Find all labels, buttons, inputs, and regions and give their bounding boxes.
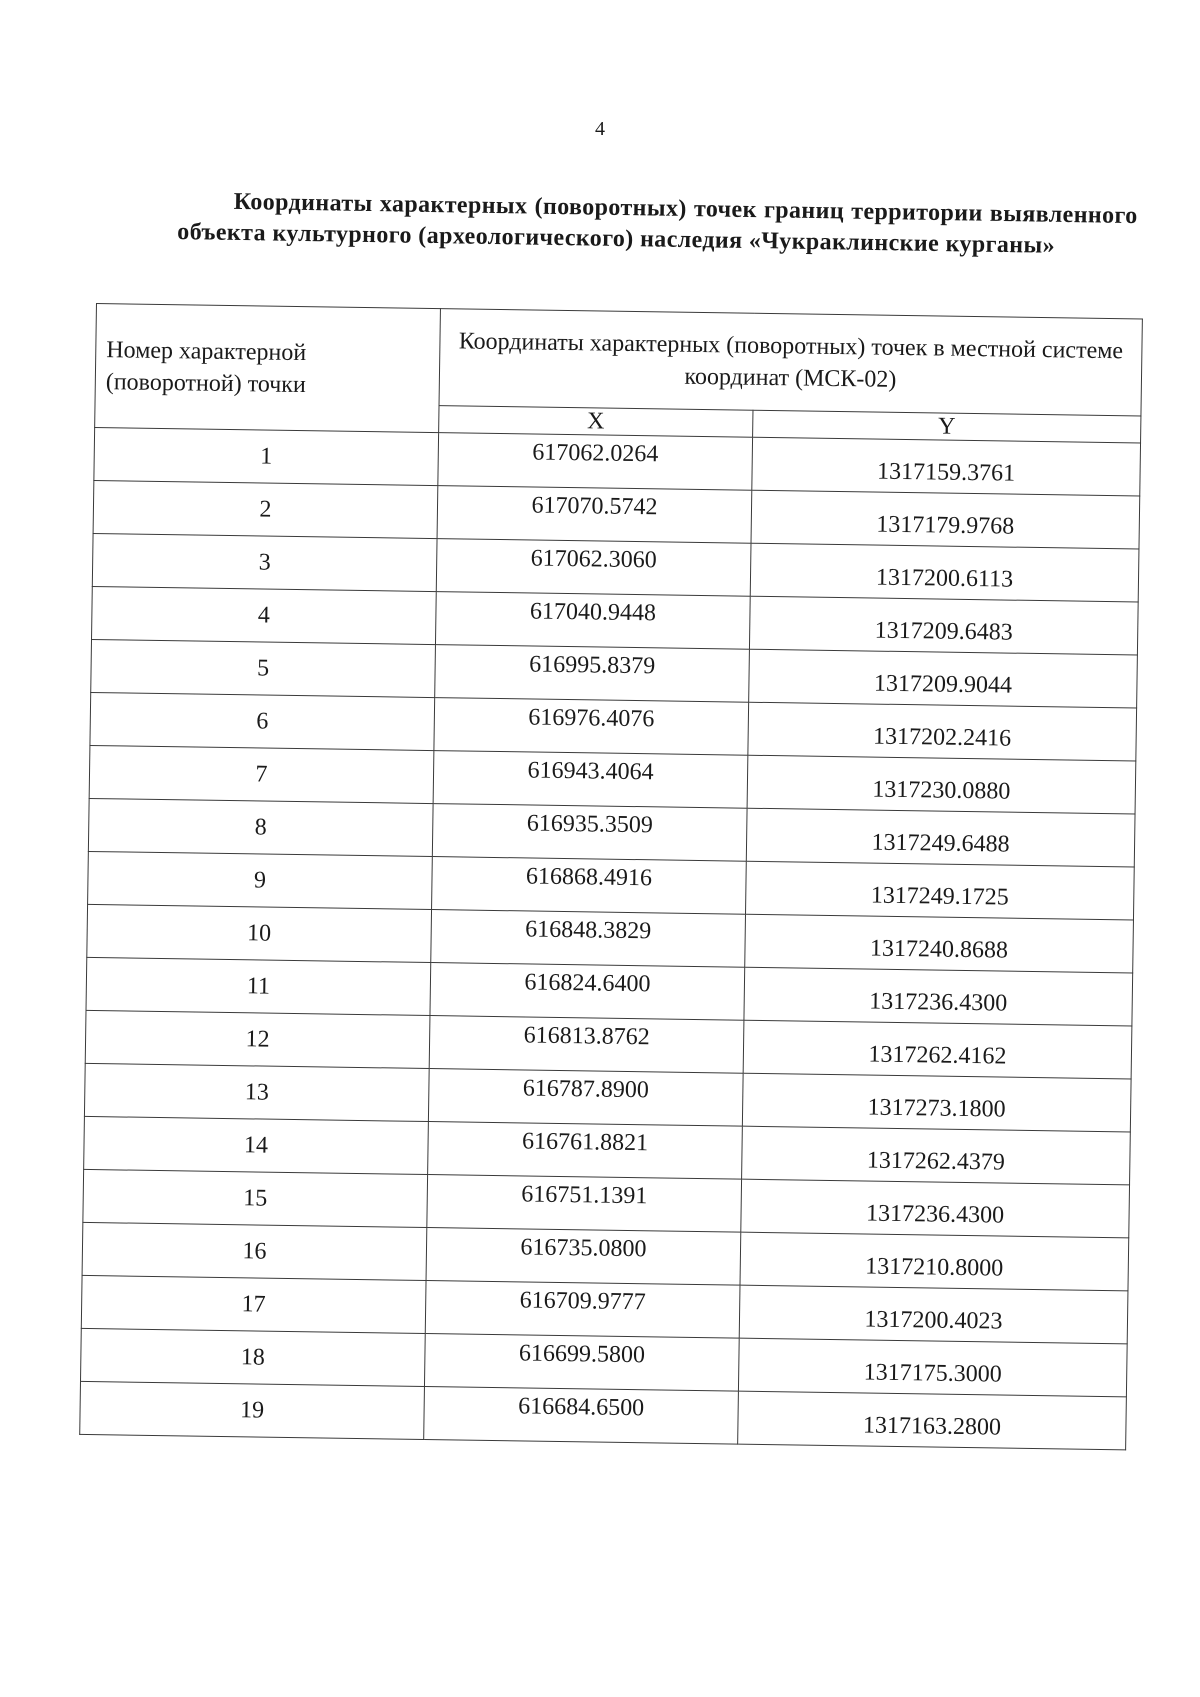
table-body	[80, 427, 1141, 1449]
y-coordinate-value: 1317262.4379	[866, 1147, 1006, 1176]
x-coordinate-cell	[428, 1122, 743, 1180]
point-number-cell: 3	[92, 533, 437, 591]
x-coordinate-value: 616943.4064	[527, 756, 654, 785]
x-coordinate-cell	[426, 1228, 741, 1286]
point-number-cell: 5	[91, 639, 436, 697]
y-coordinate-cell	[739, 1285, 1128, 1344]
point-number-cell: 4	[92, 586, 437, 644]
x-coordinate-value: 617062.3060	[530, 544, 657, 573]
point-number-cell: 2	[93, 480, 438, 538]
x-coordinate-cell	[434, 698, 749, 756]
x-coordinate-cell	[428, 1069, 743, 1127]
point-number-cell: 17	[81, 1275, 426, 1333]
y-coordinate-value: 1317159.3761	[876, 458, 1016, 487]
point-number-cell: 1	[94, 427, 439, 485]
y-coordinate-value: 1317236.4300	[865, 1200, 1005, 1229]
point-number-cell: 18	[81, 1328, 426, 1386]
y-coordinate-value: 1317163.2800	[862, 1412, 1002, 1441]
x-coordinate-value: 616735.0800	[520, 1233, 647, 1262]
x-coordinate-cell	[438, 433, 753, 491]
y-coordinate-cell	[743, 1020, 1132, 1079]
x-coordinate-value: 617040.9448	[529, 597, 657, 626]
x-coordinate-cell	[424, 1333, 739, 1391]
point-number-cell: 6	[90, 692, 435, 750]
header-x: X	[439, 406, 753, 438]
x-coordinate-cell	[432, 804, 747, 862]
x-coordinate-cell	[429, 1016, 744, 1074]
x-coordinate-value: 616976.4076	[528, 703, 655, 732]
x-coordinate-value: 616787.8900	[522, 1074, 650, 1103]
y-coordinate-cell	[740, 1232, 1129, 1291]
x-coordinate-cell	[427, 1175, 742, 1233]
y-coordinate-value: 1317175.3000	[863, 1359, 1002, 1388]
x-coordinate-cell	[435, 645, 750, 703]
x-coordinate-value: 616761.8821	[521, 1127, 649, 1156]
x-coordinate-cell	[431, 910, 746, 968]
y-coordinate-cell	[738, 1391, 1127, 1450]
x-coordinate-cell	[430, 963, 745, 1021]
x-coordinate-cell	[435, 592, 750, 650]
y-coordinate-value: 1317179.9768	[876, 511, 1015, 540]
y-coordinate-value: 1317200.4023	[864, 1306, 1003, 1335]
y-coordinate-cell	[742, 1073, 1131, 1132]
x-coordinate-value: 616848.3829	[525, 915, 652, 944]
y-coordinate-value: 1317262.4162	[868, 1041, 1007, 1070]
y-coordinate-value: 1317236.4300	[869, 988, 1008, 1017]
x-coordinate-value: 616751.1391	[521, 1180, 648, 1209]
y-coordinate-value: 1317209.6483	[874, 617, 1013, 646]
x-coordinate-value: 617062.0264	[532, 438, 659, 467]
x-coordinate-value: 616935.3509	[526, 809, 654, 838]
y-coordinate-value: 1317249.1725	[870, 882, 1009, 911]
y-coordinate-value: 1317210.8000	[865, 1253, 1004, 1282]
y-coordinate-value: 1317230.0880	[872, 776, 1011, 805]
y-coordinate-cell	[746, 861, 1135, 920]
y-coordinate-cell	[744, 967, 1133, 1026]
header-y: Y	[753, 410, 1141, 443]
y-coordinate-value: 1317209.9044	[873, 670, 1013, 699]
x-coordinate-value: 616995.8379	[529, 650, 656, 679]
x-coordinate-cell	[425, 1281, 740, 1339]
point-number-cell: 15	[83, 1169, 428, 1227]
page-number: 4	[595, 118, 605, 140]
coordinates-sheet	[79, 303, 1142, 1450]
header-coordinates: Координаты характерных (поворотных) точек в местной системе координат (МСК-02)	[439, 309, 1142, 416]
x-coordinate-cell	[424, 1386, 739, 1444]
point-number-cell: 7	[89, 745, 434, 803]
y-coordinate-cell	[748, 702, 1137, 761]
y-coordinate-value: 1317249.6488	[871, 829, 1010, 858]
point-number-cell: 16	[82, 1222, 427, 1280]
y-coordinate-value: 1317202.2416	[872, 723, 1012, 752]
y-coordinate-cell	[742, 1126, 1131, 1185]
point-number-cell: 8	[88, 798, 433, 856]
x-coordinate-value: 616824.6400	[524, 968, 651, 997]
point-number-cell: 13	[84, 1063, 429, 1121]
y-coordinate-cell	[750, 543, 1139, 602]
y-coordinate-cell	[752, 437, 1141, 496]
x-coordinate-cell	[433, 751, 748, 809]
y-coordinate-cell	[747, 755, 1136, 814]
x-coordinate-value: 616813.8762	[523, 1021, 650, 1050]
header-point-number: Номер характерной (поворотной) точки	[95, 304, 441, 433]
y-coordinate-cell	[749, 649, 1138, 708]
y-coordinate-cell	[746, 808, 1135, 867]
y-coordinate-value: 1317200.6113	[875, 564, 1014, 593]
point-number-cell: 12	[85, 1010, 430, 1068]
x-coordinate-cell	[432, 857, 747, 915]
x-coordinate-cell	[437, 486, 752, 544]
document-title: Координаты характерных (поворотных) точек границ территории выявленного объекта культурного (археологического) наследия «Чукраклинские курганы»	[177, 188, 1138, 259]
y-coordinate-cell	[738, 1338, 1127, 1397]
point-number-cell: 10	[87, 904, 432, 962]
x-coordinate-value: 616699.5800	[518, 1339, 646, 1368]
point-number-cell: 9	[88, 851, 433, 909]
point-number-cell: 19	[80, 1381, 425, 1439]
point-number-cell: 14	[84, 1116, 429, 1174]
x-coordinate-value: 616709.9777	[519, 1286, 646, 1315]
x-coordinate-value: 616684.6500	[517, 1392, 645, 1421]
y-coordinate-value: 1317273.1800	[867, 1094, 1006, 1123]
x-coordinate-cell	[436, 539, 751, 597]
y-coordinate-cell	[741, 1179, 1130, 1238]
y-coordinate-cell	[751, 490, 1140, 549]
y-coordinate-value: 1317240.8688	[869, 935, 1009, 964]
y-coordinate-cell	[745, 914, 1134, 973]
x-coordinate-value: 617070.5742	[531, 491, 658, 520]
coordinates-table	[79, 303, 1143, 1450]
x-coordinate-value: 616868.4916	[525, 862, 653, 891]
y-coordinate-cell	[749, 596, 1138, 655]
point-number-cell: 11	[86, 957, 431, 1015]
